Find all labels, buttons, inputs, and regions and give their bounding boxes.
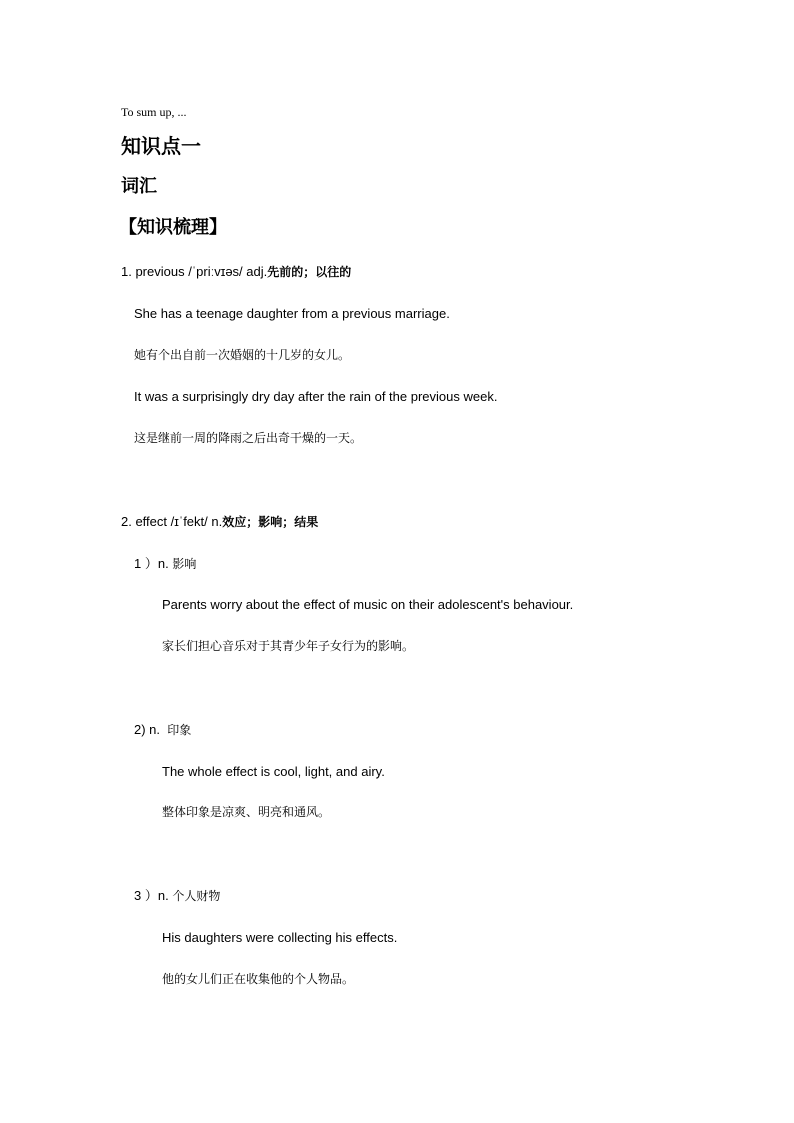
sense-meaning: 印象 [167, 723, 192, 737]
sense-item [134, 557, 196, 570]
entry-definition: 先前的；以往的 [267, 265, 352, 279]
example-translation: 她有个出自前一次婚姻的十几岁的女儿。 [134, 348, 351, 362]
intro-text: To sum up, ... [121, 105, 187, 119]
page-heading: 知识点一 [121, 134, 201, 158]
entry-headword: 2. effect /ɪˈfekt/ n. [121, 514, 223, 529]
sense-meaning: 个人财物 [172, 889, 221, 903]
sense-item [134, 723, 191, 736]
example-sentence: It was a surprisingly dry day after the rain of the previous week. [134, 389, 498, 404]
example-translation: 家长们担心音乐对于其青少年子女行为的影响。 [162, 639, 415, 653]
example-translation: 他的女儿们正在收集他的个人物品。 [162, 972, 355, 986]
entry-definition: 效应；影响；结果 [222, 515, 319, 529]
vocab-entry-effect [121, 515, 318, 528]
example-translation: 整体印象是凉爽、明亮和通风。 [162, 805, 331, 819]
sense-label: 2) n. [134, 722, 161, 737]
sense-label: 3 ）n. [134, 888, 169, 903]
section-heading: 词汇 [121, 176, 157, 197]
vocab-entry-previous [121, 265, 351, 278]
sense-item [134, 889, 220, 902]
example-sentence: Parents worry about the effect of music on their adolescent's behaviour. [162, 597, 574, 612]
sense-meaning: 影响 [172, 557, 197, 571]
sense-label: 1 ）n. [134, 556, 169, 571]
example-sentence: She has a teenage daughter from a previous marriage. [134, 306, 450, 321]
example-sentence: The whole effect is cool, light, and airy. [162, 764, 385, 779]
example-translation: 这是继前一周的降雨之后出奇干燥的一天。 [134, 431, 363, 445]
example-sentence: His daughters were collecting his effects. [162, 930, 398, 945]
knowledge-title: 【知识梳理】 [119, 217, 227, 238]
entry-headword: 1. previous /ˈpriːvɪəs/ adj. [121, 264, 268, 279]
